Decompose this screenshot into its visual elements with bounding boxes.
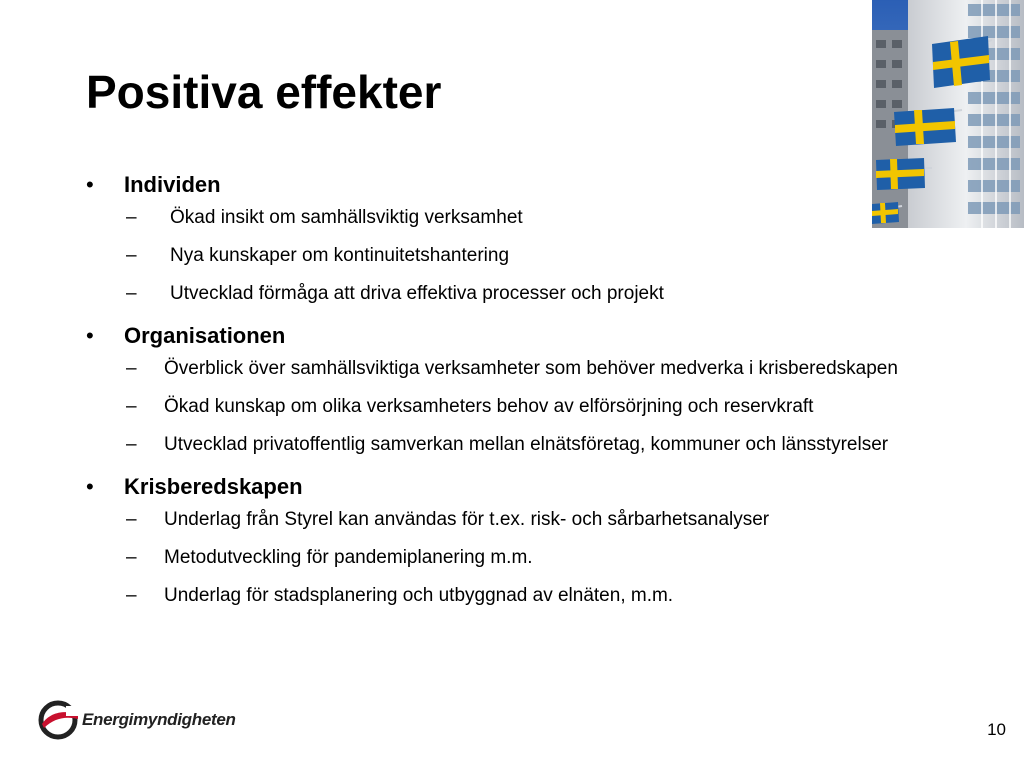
list-item-text: Ökad insikt om samhällsviktig verksamhet <box>170 207 523 228</box>
dash-icon: – <box>126 245 137 266</box>
list-item <box>86 205 916 231</box>
list-item <box>86 281 916 307</box>
logo-text: Energimyndigheten <box>82 710 236 729</box>
list-item-text: Ökad kunskap om olika verksamheters behov av elförsörjning och reservkraft <box>164 396 814 417</box>
dash-icon: – <box>126 434 137 455</box>
bullet-icon: • <box>86 474 94 499</box>
list-item <box>86 583 916 609</box>
dash-icon: – <box>126 207 137 228</box>
list-item-text: Överblick över samhällsviktiga verksamheter som behöver medverka i krisberedskapen <box>164 358 898 379</box>
dash-icon: – <box>126 585 137 606</box>
list-item <box>86 545 916 571</box>
list-item <box>86 507 916 533</box>
dash-icon: – <box>126 396 137 417</box>
list-item-text: Underlag för stadsplanering och utbyggnad av elnäten, m.m. <box>164 585 674 606</box>
dash-icon: – <box>126 283 137 304</box>
list-item <box>86 394 916 420</box>
section-heading: Organisationen <box>124 323 286 348</box>
section-individen <box>86 168 916 202</box>
page-number: 10 <box>987 720 1006 739</box>
section-heading: Krisberedskapen <box>124 474 303 499</box>
bullet-icon: • <box>86 323 94 348</box>
bullet-icon: • <box>86 172 94 197</box>
section-organisationen-items <box>86 356 916 458</box>
section-organisationen <box>86 319 916 353</box>
section-krisberedskapen-items <box>86 507 916 609</box>
energimyndigheten-logo <box>36 698 236 742</box>
list-item <box>86 356 916 382</box>
list-item <box>86 432 916 458</box>
list-item-text: Utvecklad förmåga att driva effektiva processer och projekt <box>170 283 664 304</box>
list-item-text: Metodutveckling för pandemiplanering m.m. <box>164 547 533 568</box>
list-item-text: Nya kunskaper om kontinuitetshantering <box>170 245 510 266</box>
list-item <box>86 243 916 269</box>
energimyndigheten-logo-icon <box>36 698 80 742</box>
section-heading: Individen <box>124 172 221 197</box>
slide-title: Positiva effekter <box>86 66 442 118</box>
section-individen-items <box>86 205 916 307</box>
bullet-list <box>86 168 916 621</box>
dash-icon: – <box>126 358 137 379</box>
list-item-text: Underlag från Styrel kan användas för t.ex. risk- och sårbarhetsanalyser <box>164 509 770 530</box>
section-krisberedskapen <box>86 470 916 504</box>
list-item-text: Utvecklad privatoffentlig samverkan mellan elnätsföretag, kommuner och länsstyrelser <box>164 434 889 455</box>
dash-icon: – <box>126 509 137 530</box>
dash-icon: – <box>126 547 137 568</box>
